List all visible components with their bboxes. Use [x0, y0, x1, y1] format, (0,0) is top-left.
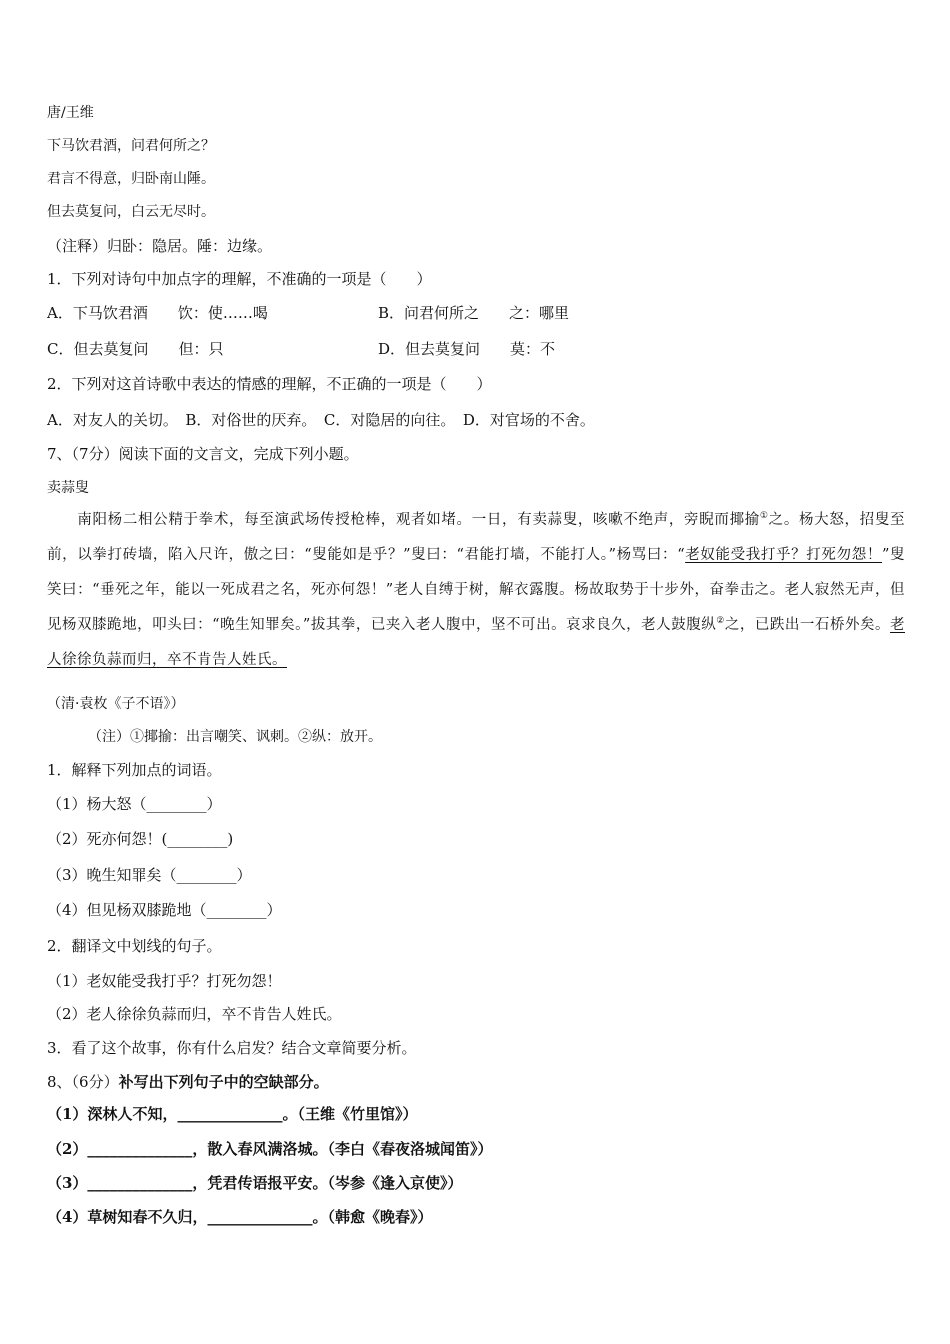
q7-sub2-stem: 2．翻译文中划线的句子。 — [47, 937, 222, 955]
q7-source: （清·袁枚《子不语》） — [47, 696, 185, 712]
q7-sub1-item-3: （3）晚生知罪矣（________） — [47, 866, 252, 884]
q7-sub2-item-2: （2）老人徐徐负蒜而归，卒不肯告人姓氏。 — [47, 1005, 342, 1023]
passage-part-3: ”叟笑曰：“垂死之年，能以一死成君之名，死亦何怨！”老人自缚于树，解衣露腹。杨故取势于十步外，奋拳击之。老人寂然无声，但见杨双膝跪地，叩头曰：“晚生知罪矣。”拔其拳，已夹入老人腹中，坚不可出。哀求良久，老人鼓腹纵 — [47, 547, 905, 633]
footnote-mark-1: ① — [759, 511, 769, 522]
underlined-sentence-1: 老奴能受我打乎？打死勿怨！ — [685, 547, 882, 563]
q8-item-4: （4）草树知春不久归，______________。（韩愈《晚春》） — [47, 1208, 433, 1226]
poem-q1-option-d: D．但去莫复问 莫：不 — [378, 340, 556, 358]
q7-header: 7、（7分）阅读下面的文言文，完成下列小题。 — [47, 445, 359, 463]
poem-q1-option-a: A．下马饮君酒 饮：使……喝 — [47, 304, 268, 322]
footnote-mark-2: ② — [716, 616, 725, 627]
poem-line-3: 但去莫复问，白云无尽时。 — [47, 204, 215, 220]
poem-q2-stem: 2．下列对这首诗歌中表达的情感的理解，不正确的一项是（ ） — [47, 375, 492, 393]
passage-part-4: 之，已跌出一石桥外矣。 — [724, 617, 891, 633]
passage-part-1: 南阳杨二相公精于拳术，每至演武场传授枪棒，观者如堵。一日，有卖蒜叟，咳嗽不绝声，旁睨而揶揄 — [47, 512, 760, 528]
q7-sub1-item-1: （1）杨大怒（________） — [47, 795, 222, 813]
passage-part-2: 之。杨大怒，招叟至前，以拳打砖墙，陷入尺许，傲之曰：“叟能如是乎？”叟曰：“君能打墙，不能打人。”杨骂曰：“ — [47, 512, 906, 563]
q7-sub1-stem: 1．解释下列加点的词语。 — [47, 761, 222, 779]
q7-title: 卖蒜叟 — [47, 480, 89, 496]
q8-number: 8、（6分） — [47, 1073, 119, 1091]
poem-q1-stem: 1．下列对诗句中加点字的理解，不准确的一项是（ ） — [47, 270, 432, 288]
q8-header — [47, 1072, 329, 1092]
q8-item-3: （3）______________，凭君传语报平安。（岑参《逢入京使》） — [47, 1174, 463, 1192]
q7-note: （注）①揶揄：出言嘲笑、讽刺。②纵：放开。 — [88, 729, 382, 745]
poem-q1-option-c: C．但去莫复问 但：只 — [47, 340, 224, 358]
q7-sub2-item-1: （1）老奴能受我打乎？打死勿怨！ — [47, 972, 282, 990]
poem-author: 唐/王维 — [47, 105, 94, 121]
q8-item-2: （2）______________，散入春风满洛城。（李白《春夜洛城闻笛》） — [47, 1140, 493, 1158]
q7-sub3-stem: 3．看了这个故事，你有什么启发？结合文章简要分析。 — [47, 1039, 417, 1057]
q8-instruction: 补写出下列句子中的空缺部分。 — [118, 1073, 329, 1091]
poem-line-2: 君言不得意，归卧南山陲。 — [47, 171, 215, 187]
poem-q1-option-b: B．问君何所之 之：哪里 — [378, 304, 570, 322]
q7-sub1-item-2: （2）死亦何怨！(________) — [47, 830, 234, 848]
q7-sub1-item-4: （4）但见杨双膝跪地（________） — [47, 901, 282, 919]
poem-q2-options: A．对友人的关切。 B．对俗世的厌弃。 C．对隐居的向往。 D．对官场的不舍。 — [47, 411, 595, 429]
underlined-sentence-2: 老人徐徐负蒜而归，卒不肯告人姓氏。 — [47, 617, 906, 668]
q8-item-1: （1）深林人不知，______________。（王维《竹里馆》） — [47, 1105, 418, 1123]
poem-note: （注释）归卧：隐居。陲：边缘。 — [47, 237, 273, 255]
q7-passage — [47, 503, 905, 678]
poem-line-1: 下马饮君酒，问君何所之？ — [47, 138, 215, 154]
